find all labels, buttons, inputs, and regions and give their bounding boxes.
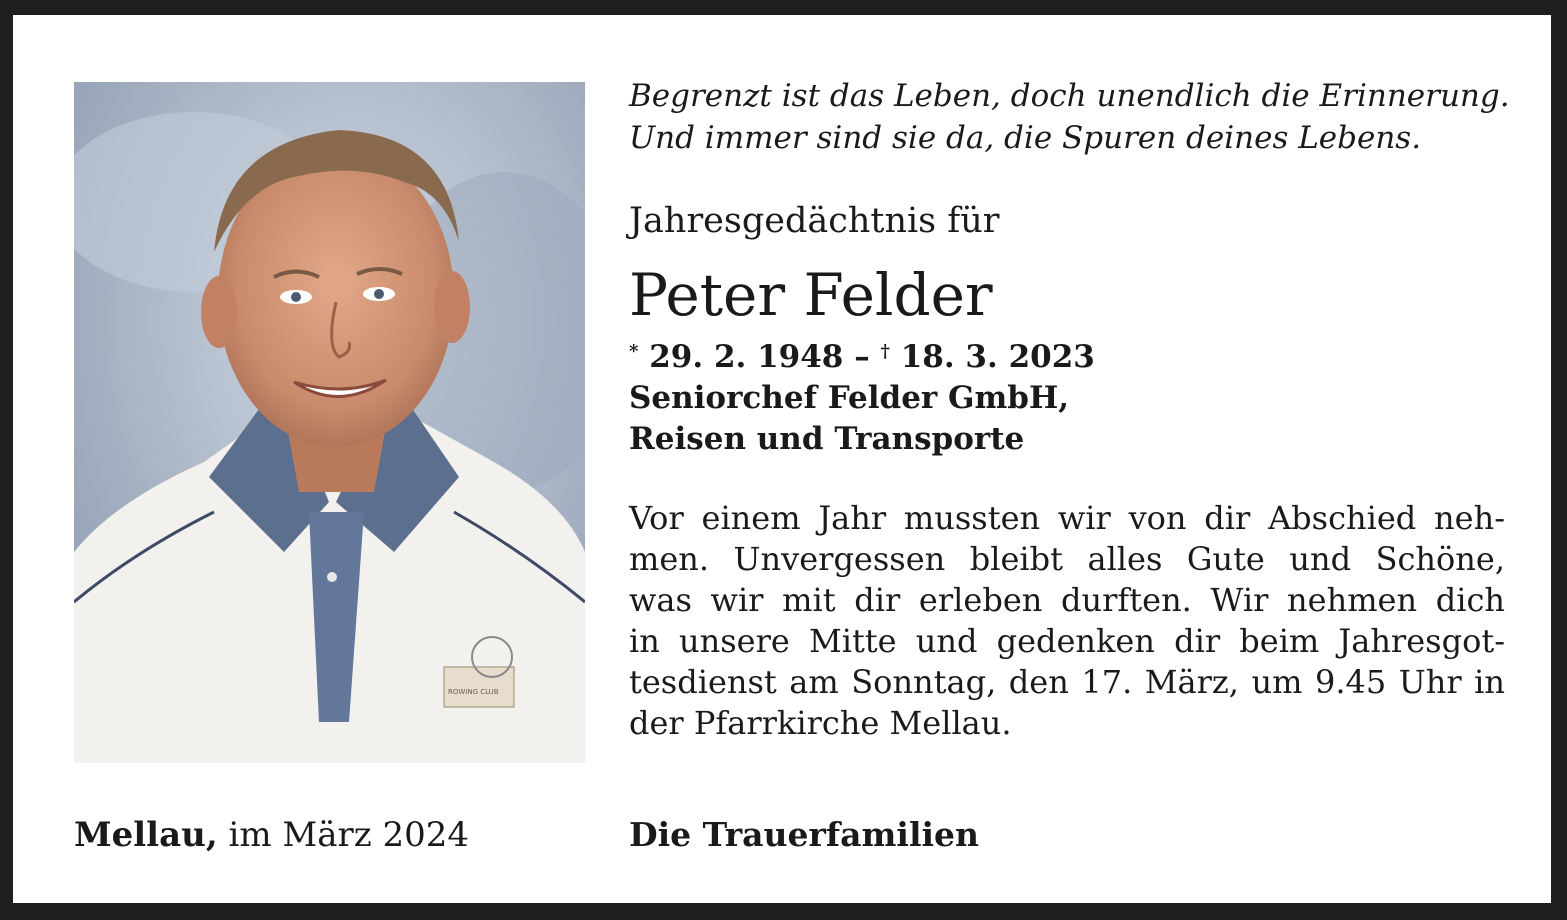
body-line-1: Vor einem Jahr mussten wir von dir Abschied neh- (629, 499, 1505, 537)
quote-line-2: Und immer sind sie da, die Spuren deines Lebens. (629, 120, 1422, 156)
body-line-5: tesdienst am Sonntag, den 17. März, um 9.45 Uhr in (629, 663, 1505, 701)
life-facts (629, 331, 1509, 460)
place-date: im März 2024 (228, 815, 470, 855)
obituary-card (13, 15, 1551, 903)
death-date: 18. 3. 2023 (900, 339, 1095, 375)
deceased-name: Peter Felder (629, 261, 993, 329)
portrait-illustration (74, 82, 585, 763)
date-separator: – (854, 339, 870, 375)
place-town: Mellau, (74, 815, 218, 855)
body-line-2: men. Unvergessen bleibt alles Gute und Schöne, (629, 540, 1505, 578)
body-line-4: in unsere Mitte und gedenken dir beim Jahresgot- (629, 622, 1505, 660)
role-line-1: Seniorchef Felder GmbH, (629, 380, 1070, 416)
portrait-photo (74, 82, 585, 763)
quote-line-1: Begrenzt ist das Leben, doch unendlich die Erinnerung. (629, 78, 1510, 114)
memorial-quote (629, 75, 1509, 159)
role-line-2: Reisen und Transporte (629, 421, 1025, 457)
shirt-label-text: ROWING CLUB (448, 688, 499, 696)
text-column (629, 75, 1509, 744)
announcement-body (629, 498, 1505, 744)
signature: Die Trauerfamilien (629, 815, 980, 854)
intro-heading: Jahresgedächtnis für (629, 201, 1000, 241)
life-dates (629, 331, 1509, 378)
place-date-line (74, 815, 469, 855)
death-symbol: † (880, 341, 890, 362)
body-line-6: der Pfarrkirche Mellau. (629, 704, 1012, 742)
birth-symbol: * (629, 341, 639, 362)
birth-date: 29. 2. 1948 (649, 339, 844, 375)
body-line-3: was wir mit dir erleben durften. Wir nehmen dich (629, 581, 1505, 619)
